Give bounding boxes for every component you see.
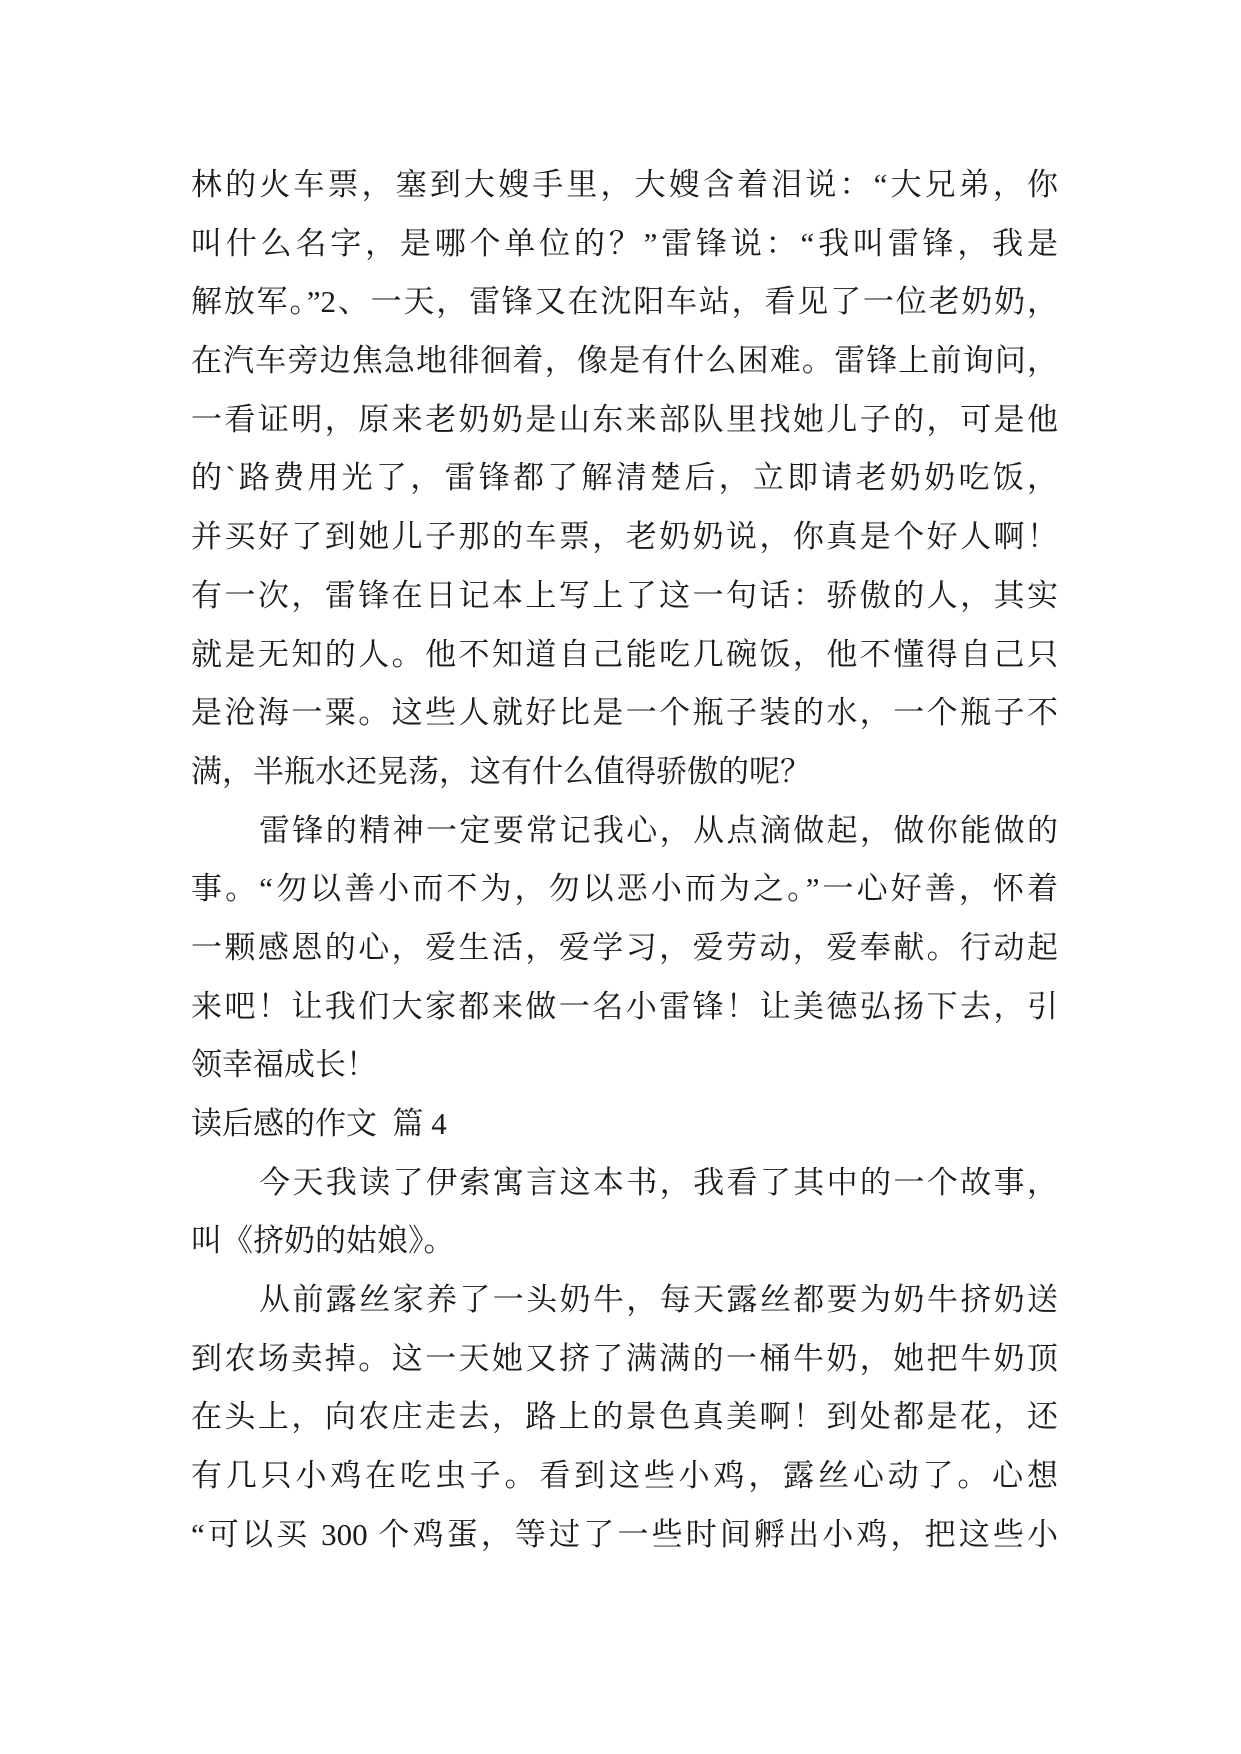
text-line: 在头上，向农庄走去，路上的景色真美啊！到处都是花，还 [191,1399,1058,1435]
text-line: 雷锋的精神一定要常记我心，从点滴做起，做你能做的 [259,812,1058,848]
text-line: 满，半瓶水还晃荡，这有什么值得骄傲的呢？ [191,753,811,789]
text-line: 是沧海一粟。这些人就好比是一个瓶子装的水，一个瓶子不 [191,695,1058,731]
text-line: 并买好了到她儿子那的车票，老奶奶说，你真是个好人啊！ [191,519,1058,555]
text-line: 林的火车票，塞到大嫂手里，大嫂含着泪说：“大兄弟，你 [191,167,1058,202]
text-line: 有一次，雷锋在日记本上写上了这一句话：骄傲的人，其实 [191,577,1058,613]
paragraph [191,1154,1058,1271]
text-line: 叫什么名字，是哪个单位的？”雷锋说：“我叫雷锋，我是 [191,225,1058,261]
text-line: 解放军。”2、一天，雷锋又在沈阳车站，看见了一位老奶奶， [191,284,1058,320]
text-line: 领幸福成长！ [191,1047,377,1083]
paragraph [191,1271,1058,1564]
text-line: 从前露丝家养了一头奶牛，每天露丝都要为奶牛挤奶送 [259,1282,1058,1318]
text-line: 在汽车旁边焦急地徘徊着，像是有什么困难。雷锋上前询问， [191,343,1058,379]
text-line: 事。“勿以善小而不为，勿以恶小而为之。”一心好善，怀着 [191,871,1058,907]
text-line: 到农场卖掉。这一天她又挤了满满的一桶牛奶，她把牛奶顶 [191,1340,1058,1376]
text-line: 来吧！让我们大家都来做一名小雷锋！让美德弘扬下去，引 [191,988,1058,1024]
text-line: 一颗感恩的心，爱生活，爱学习，爱劳动，爱奉献。行动起 [191,929,1058,965]
text-line: 今天我读了伊索寓言这本书，我看了其中的一个故事， [259,1164,1058,1200]
section-heading: 读后感的作文 篇 4 [191,1106,447,1141]
text-line: 一看证明，原来老奶奶是山东来部队里找她儿子的，可是他 [191,401,1058,437]
text-line: 叫《挤奶的姑娘》。 [191,1223,455,1259]
paragraph [191,802,1058,1095]
text-line: 有几只小鸡在吃虫子。看到这些小鸡，露丝心动了。心想 [191,1458,1058,1494]
document-body [191,156,1058,1565]
paragraph-continuation [191,156,1058,802]
text-line: 的`路费用光了，雷锋都了解清楚后，立即请老奶奶吃饭， [191,460,1058,496]
text-line: 就是无知的人。他不知道自己能吃几碗饭，他不懂得自己只 [191,636,1058,672]
text-line: “可以买 300 个鸡蛋，等过了一些时间孵出小鸡，把这些小 [191,1516,1058,1552]
